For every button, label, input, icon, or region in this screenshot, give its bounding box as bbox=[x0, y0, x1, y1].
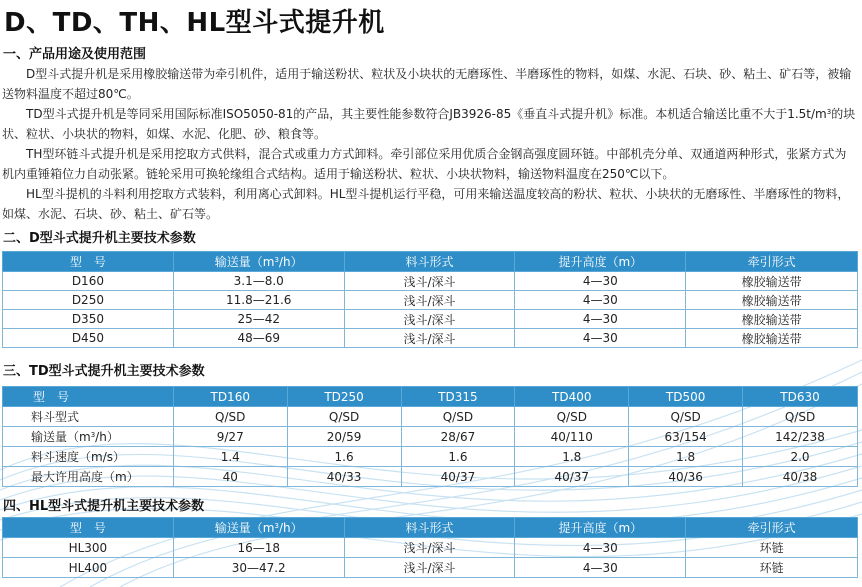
col-td315: TD315 bbox=[401, 387, 515, 407]
col-td500: TD500 bbox=[629, 387, 743, 407]
table-row: 最大许用高度（m） 40 40/33 40/37 40/37 40/36 40/38 bbox=[3, 467, 858, 487]
table-header-row bbox=[3, 387, 858, 407]
table-row: D350 25—42 浅斗/深斗 4—30 橡胶输送带 bbox=[3, 310, 858, 329]
col-model: 型 号 bbox=[3, 252, 174, 272]
col-bucket-type: 料斗形式 bbox=[344, 252, 515, 272]
col-lift-height: 提升高度（m） bbox=[515, 252, 686, 272]
col-model: 型 号 bbox=[3, 387, 174, 407]
table-row: 输送量$(m^3/h)$ 9/27 20/59 28/67 40/110 63/154 142/238 bbox=[3, 427, 858, 447]
table-row: D450 48—69 浅斗/深斗 4—30 橡胶输送带 bbox=[3, 329, 858, 348]
col-capacity: 输送量$(m^3/h)$ bbox=[173, 518, 344, 538]
section-3-heading: 三、TD型斗式提升机主要技术参数 bbox=[3, 364, 205, 379]
paragraph-td-type: TD型斗式提升机是等同采用国际标准ISO5050-81的产品，其主要性能参数符合JB3926-85《垂直斗式提升机》标准。本机适合输送比重不大于$1.5t/m^3$的块状、粒状、小块状的物料，如煤、水泥、化肥、砂、粮食等。 bbox=[2, 107, 856, 141]
col-td160: TD160 bbox=[173, 387, 287, 407]
col-traction: 牵引形式 bbox=[686, 518, 858, 538]
section-4-heading: 四、HL型斗式提升机主要技术参数 bbox=[3, 499, 205, 514]
col-lift-height: 提升高度（m） bbox=[515, 518, 686, 538]
col-capacity: 输送量$(m^3/h)$ bbox=[173, 252, 344, 272]
table-header-row bbox=[3, 252, 858, 272]
col-td630: TD630 bbox=[743, 387, 858, 407]
col-traction: 牵引形式 bbox=[686, 252, 858, 272]
d-type-spec-table bbox=[2, 251, 858, 348]
hl-type-spec-table bbox=[2, 517, 858, 578]
table-header-row bbox=[3, 518, 858, 538]
section-2-heading: 二、D型斗式提升机主要技术参数 bbox=[3, 231, 196, 246]
section-1-heading: 一、产品用途及使用范围 bbox=[3, 47, 147, 62]
table-row: D250 11.8—21.6 浅斗/深斗 4—30 橡胶输送带 bbox=[3, 291, 858, 310]
col-td250: TD250 bbox=[287, 387, 401, 407]
td-type-spec-table bbox=[2, 386, 858, 487]
col-bucket-type: 料斗形式 bbox=[344, 518, 515, 538]
table-row: 料斗型式 Q/SD Q/SD Q/SD Q/SD Q/SD Q/SD bbox=[3, 407, 858, 427]
table-row: HL300 16—18 浅斗/深斗 4—30 环链 bbox=[3, 538, 858, 558]
paragraph-th-type: TH型环链斗式提升机是采用挖取方式供料，混合式或重力方式卸料。牵引部位采用优质合金钢高强度圆环链。中部机壳分单、双通道两种形式，张紧方式为机内重锤箱位力自动张紧。链轮采用可换轮缘组合式结构。适用于输送粉状、粒状、小块状物料，输送物料温度在250℃以下。 bbox=[2, 147, 847, 181]
col-td400: TD400 bbox=[515, 387, 629, 407]
col-model: 型 号 bbox=[3, 518, 174, 538]
section-1-body bbox=[2, 64, 858, 224]
table-row: D160 3.1—8.0 浅斗/深斗 4—30 橡胶输送带 bbox=[3, 272, 858, 291]
paragraph-hl-type: HL型斗提机的斗料利用挖取方式装料，利用离心式卸料。HL型斗提机运行平稳，可用来输送温度较高的粉状、粒状、小块状的无磨琢性、半磨琢性的物料，如煤、水泥、石块、砂、粘土、矿石等。 bbox=[2, 187, 850, 221]
page-title: D、TD、TH、HL型斗式提升机 bbox=[4, 8, 385, 38]
table-row: 料斗速度（m/s） 1.4 1.6 1.6 1.8 1.8 2.0 bbox=[3, 447, 858, 467]
paragraph-d-type: D型斗式提升机是采用橡胶输送带为牵引机件，适用于输送粉状、粒状及小块状的无磨琢性、半磨琢性的物料，如煤、水泥、石块、砂、粘土、矿石等，被输送物料温度不超过80℃。 bbox=[2, 67, 852, 101]
table-row: HL400 30—47.2 浅斗/深斗 4—30 环链 bbox=[3, 558, 858, 578]
